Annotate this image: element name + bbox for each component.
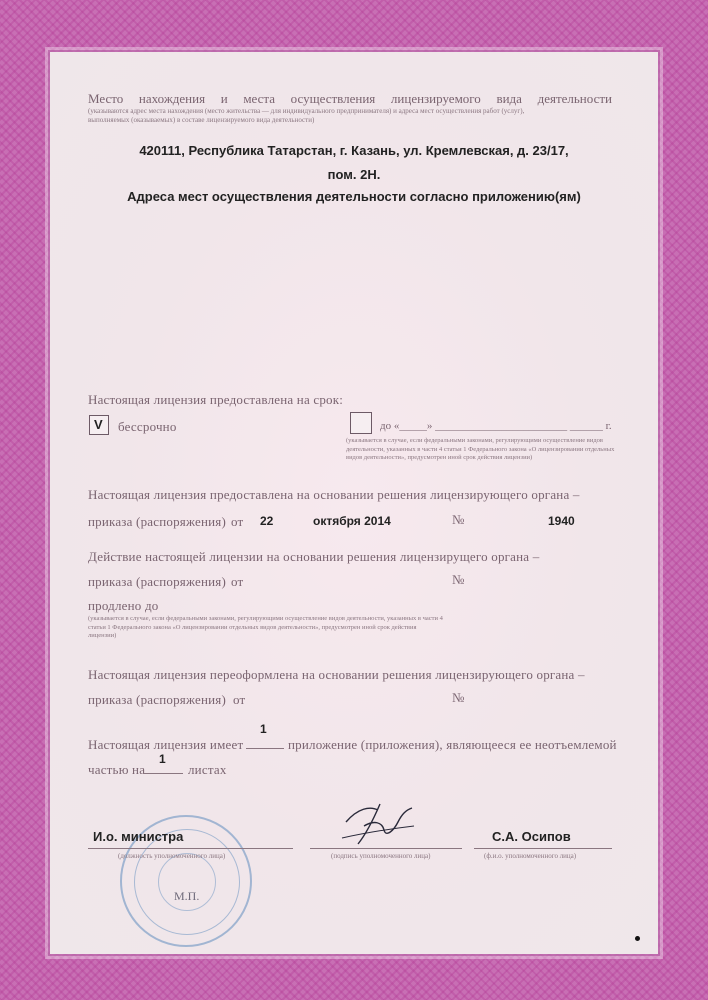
signature-caption: (подпись уполномоченного лица) <box>331 852 431 860</box>
name-caption: (ф.и.о. уполномоченного лица) <box>484 852 577 860</box>
extension-from-word: от <box>231 574 244 589</box>
basis-day: 22 <box>260 514 274 528</box>
location-note-2: выполняемых (оказываемых) в составе лицензируемого вида деятельности) <box>88 116 315 124</box>
signer-name: С.А. Осипов <box>492 829 571 844</box>
reissue-number-sign: № <box>452 690 465 705</box>
checkbox-mark: V <box>94 417 103 432</box>
position-caption: (должность уполномоченного лица) <box>118 852 226 860</box>
extension-order-label: приказа (распоряжения) <box>88 574 226 589</box>
sheets-count-line <box>143 773 183 774</box>
address-line-2: пом. 2Н. <box>327 167 381 182</box>
signature-line <box>310 848 462 849</box>
extension-note: (указывается в случае, если федеральными законами, регулирующими осуществление видов деятельности, указанных в части 4 статьи 1 Федерального закона «О лицензировании отдельных видов деятельности», предусмотрен иной срок действия лицензии) <box>88 615 443 639</box>
basis-month-year: октября 2014 <box>313 514 391 528</box>
location-heading: Место нахождения и места осуществления лицензируемого вида деятельности <box>88 91 612 106</box>
position-line <box>88 848 293 849</box>
appendix-part-label: частью на <box>88 762 146 777</box>
until-note: (указывается в случае, если федеральными законами, регулирующими осуществление видов деятельности, указанных в части 4 статьи 1 Федерального закона «О лицензировании отдельных видов деятельности», предусмотрен иной срок действия лицензии) <box>346 437 615 461</box>
indefinite-label: бессрочно <box>118 419 177 434</box>
appendix-count: 1 <box>260 722 267 736</box>
signature-graphic <box>340 800 418 848</box>
signer-position: И.о. министра <box>93 829 184 844</box>
basis-from-word: от <box>231 514 244 529</box>
basis-label: Настоящая лицензия предоставлена на основании решения лицензирующего органа – <box>88 487 580 502</box>
ink-dot <box>635 936 640 941</box>
appendix-count-line <box>246 748 284 749</box>
address-line-3: Адреса мест осуществления деятельности согласно приложению(ям) <box>127 189 581 204</box>
indefinite-checkbox <box>89 415 109 435</box>
appendix-text-before: Настоящая лицензия имеет <box>88 737 244 752</box>
sheets-count: 1 <box>159 752 166 766</box>
until-text: до «_____» ________________________ ______ г. <box>380 420 612 432</box>
reissue-from-word: от <box>233 692 246 707</box>
term-label: Настоящая лицензия предоставлена на срок: <box>88 392 344 407</box>
extended-label: продлено до <box>88 598 159 613</box>
name-line <box>474 848 612 849</box>
basis-number-sign: № <box>452 512 465 527</box>
stamp-label: М.П. <box>174 889 200 903</box>
basis-order-label: приказа (распоряжения) <box>88 514 226 529</box>
until-checkbox <box>350 412 372 434</box>
reissue-order-label: приказа (распоряжения) <box>88 692 226 707</box>
location-note-1: (указываются адрес места нахождения (место жительства — для индивидуального предпринимателя) и адреса мест осуществления работ (услуг), <box>88 107 525 115</box>
reissue-label: Настоящая лицензия переоформлена на основании решения лицензирующего органа – <box>88 667 585 682</box>
sheets-label: листах <box>188 762 227 777</box>
extension-label: Действие настоящей лицензии на основании решения лицензирущего органа – <box>88 549 540 564</box>
appendix-text-after: приложение (приложения), являющееся ее неотъемлемой <box>288 737 617 752</box>
extension-number-sign: № <box>452 572 465 587</box>
basis-number: 1940 <box>548 514 575 528</box>
address-line-1: 420111, Республика Татарстан, г. Казань, ул. Кремлевская, д. 23/17, <box>139 143 569 158</box>
